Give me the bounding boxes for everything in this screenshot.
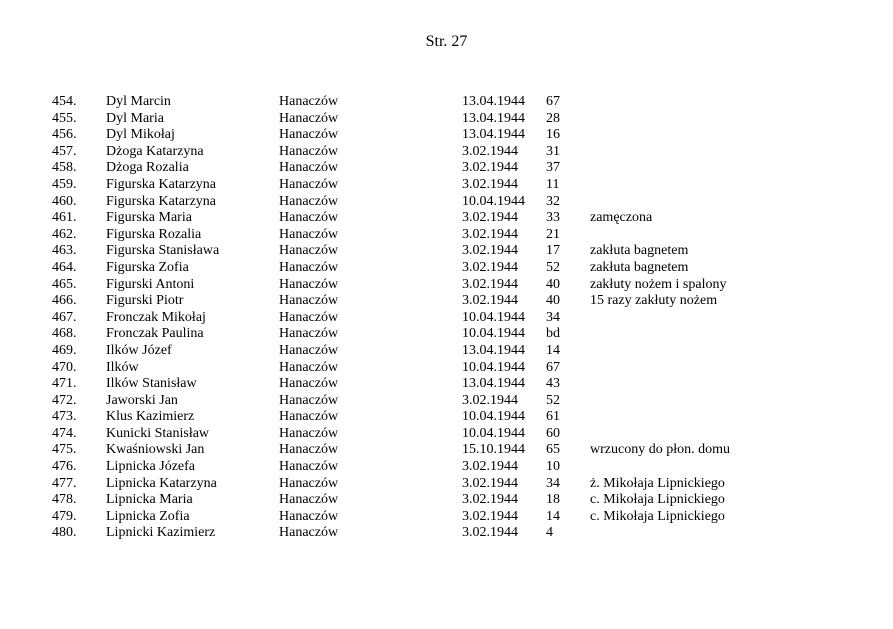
note: c. Mikołaja Lipnickiego <box>590 492 725 508</box>
record-number: 474. <box>52 425 77 441</box>
table-row <box>52 326 872 343</box>
record-number: 461. <box>52 210 77 226</box>
person-name: Fronczak Paulina <box>106 326 204 342</box>
person-name: Jaworski Jan <box>106 392 178 408</box>
note: zamęczona <box>590 210 653 226</box>
place-name: Hanaczów <box>279 276 339 292</box>
place-name: Hanaczów <box>279 475 339 491</box>
age: 10 <box>546 459 560 475</box>
record-number: 459. <box>52 176 77 192</box>
place-name: Hanaczów <box>279 143 339 159</box>
note: ż. Mikołaja Lipnickiego <box>590 475 725 491</box>
age: 32 <box>546 193 560 209</box>
death-date: 13.04.1944 <box>462 127 525 143</box>
age: 40 <box>546 276 560 292</box>
table-row <box>52 111 872 128</box>
person-name: Ilków Stanisław <box>106 376 197 392</box>
death-date: 3.02.1944 <box>462 210 518 226</box>
age: 21 <box>546 226 560 242</box>
record-number: 476. <box>52 459 77 475</box>
death-date: 3.02.1944 <box>462 276 518 292</box>
note: zakłuta bagnetem <box>590 243 689 259</box>
age: 14 <box>546 508 560 524</box>
death-date: 15.10.1944 <box>462 442 525 458</box>
table-row <box>52 310 872 327</box>
place-name: Hanaczów <box>279 492 339 508</box>
death-date: 3.02.1944 <box>462 459 518 475</box>
place-name: Hanaczów <box>279 508 339 524</box>
person-name: Klus Kazimierz <box>106 409 195 425</box>
death-date: 13.04.1944 <box>462 94 525 109</box>
table-row <box>52 277 872 294</box>
person-name: Dyl Marcin <box>106 94 171 109</box>
death-date: 10.04.1944 <box>462 425 525 441</box>
person-name: Dyl Maria <box>106 110 164 126</box>
place-name: Hanaczów <box>279 342 339 358</box>
person-name: Lipnicka Zofia <box>106 508 190 524</box>
place-name: Hanaczów <box>279 309 339 325</box>
death-date: 13.04.1944 <box>462 110 525 126</box>
record-number: 455. <box>52 110 77 126</box>
note: c. Mikołaja Lipnickiego <box>590 508 725 524</box>
record-number: 468. <box>52 326 77 342</box>
records-table <box>52 94 872 542</box>
person-name: Figurska Zofia <box>106 259 189 275</box>
record-number: 463. <box>52 243 77 259</box>
age: 52 <box>546 392 560 408</box>
person-name: Dżoga Rozalia <box>106 160 189 176</box>
table-row <box>52 127 872 144</box>
death-date: 10.04.1944 <box>462 326 525 342</box>
place-name: Hanaczów <box>279 376 339 392</box>
age: 17 <box>546 243 560 259</box>
death-date: 3.02.1944 <box>462 525 518 541</box>
place-name: Hanaczów <box>279 110 339 126</box>
age: 16 <box>546 127 560 143</box>
person-name: Figurska Stanisława <box>106 243 220 259</box>
age: 61 <box>546 409 560 425</box>
page-title: Str. 27 <box>425 33 468 50</box>
death-date: 10.04.1944 <box>462 309 525 325</box>
record-number: 464. <box>52 259 77 275</box>
age: 67 <box>546 94 560 109</box>
table-row <box>52 160 872 177</box>
death-date: 3.02.1944 <box>462 176 518 192</box>
age: 31 <box>546 143 560 159</box>
person-name: Kunicki Stanisław <box>106 425 210 441</box>
place-name: Hanaczów <box>279 226 339 242</box>
place-name: Hanaczów <box>279 210 339 226</box>
death-date: 3.02.1944 <box>462 293 518 309</box>
death-date: 10.04.1944 <box>462 359 525 375</box>
record-number: 479. <box>52 508 77 524</box>
note: zakłuty nożem i spalony <box>590 276 727 292</box>
place-name: Hanaczów <box>279 193 339 209</box>
person-name: Kwaśniowski Jan <box>106 442 205 458</box>
record-number: 480. <box>52 525 77 541</box>
place-name: Hanaczów <box>279 392 339 408</box>
record-number: 471. <box>52 376 77 392</box>
place-name: Hanaczów <box>279 425 339 441</box>
person-name: Figurski Piotr <box>106 293 184 309</box>
record-number: 458. <box>52 160 77 176</box>
age: bd <box>546 326 560 342</box>
death-date: 3.02.1944 <box>462 143 518 159</box>
death-date: 3.02.1944 <box>462 475 518 491</box>
record-number: 473. <box>52 409 77 425</box>
table-row <box>52 376 872 393</box>
death-date: 3.02.1944 <box>462 226 518 242</box>
place-name: Hanaczów <box>279 160 339 176</box>
age: 34 <box>546 309 560 325</box>
table-row <box>52 393 872 410</box>
death-date: 3.02.1944 <box>462 392 518 408</box>
age: 34 <box>546 475 560 491</box>
age: 40 <box>546 293 560 309</box>
person-name: Ilków Józef <box>106 342 172 358</box>
place-name: Hanaczów <box>279 243 339 259</box>
table-row <box>52 343 872 360</box>
death-date: 3.02.1944 <box>462 492 518 508</box>
record-number: 475. <box>52 442 77 458</box>
table-row <box>52 177 872 194</box>
death-date: 3.02.1944 <box>462 160 518 176</box>
place-name: Hanaczów <box>279 176 339 192</box>
table-row <box>52 492 872 509</box>
death-date: 3.02.1944 <box>462 508 518 524</box>
age: 4 <box>546 525 553 541</box>
place-name: Hanaczów <box>279 409 339 425</box>
age: 60 <box>546 425 560 441</box>
note: 15 razy zakłuty nożem <box>590 293 718 309</box>
place-name: Hanaczów <box>279 94 339 109</box>
table-row <box>52 194 872 211</box>
age: 33 <box>546 210 560 226</box>
age: 11 <box>546 176 560 192</box>
place-name: Hanaczów <box>279 259 339 275</box>
person-name: Dżoga Katarzyna <box>106 143 204 159</box>
table-row <box>52 459 872 476</box>
age: 14 <box>546 342 560 358</box>
record-number: 465. <box>52 276 77 292</box>
person-name: Fronczak Mikołaj <box>106 309 206 325</box>
place-name: Hanaczów <box>279 127 339 143</box>
person-name: Figurski Antoni <box>106 276 195 292</box>
person-name: Lipnicki Kazimierz <box>106 525 216 541</box>
death-date: 10.04.1944 <box>462 409 525 425</box>
table-row <box>52 94 872 111</box>
table-row <box>52 227 872 244</box>
note: zakłuta bagnetem <box>590 259 689 275</box>
place-name: Hanaczów <box>279 293 339 309</box>
person-name: Lipnicka Maria <box>106 492 193 508</box>
place-name: Hanaczów <box>279 359 339 375</box>
age: 67 <box>546 359 560 375</box>
age: 28 <box>546 110 560 126</box>
place-name: Hanaczów <box>279 442 339 458</box>
record-number: 462. <box>52 226 77 242</box>
record-number: 472. <box>52 392 77 408</box>
table-row <box>52 293 872 310</box>
record-number: 460. <box>52 193 77 209</box>
table-row <box>52 243 872 260</box>
person-name: Figurska Katarzyna <box>106 176 217 192</box>
person-name: Lipnicka Katarzyna <box>106 475 217 491</box>
place-name: Hanaczów <box>279 459 339 475</box>
death-date: 3.02.1944 <box>462 243 518 259</box>
table-row <box>52 426 872 443</box>
table-row <box>52 210 872 227</box>
table-row <box>52 360 872 377</box>
record-number: 478. <box>52 492 77 508</box>
age: 43 <box>546 376 560 392</box>
age: 52 <box>546 259 560 275</box>
record-number: 466. <box>52 293 77 309</box>
note: wrzucony do płon. domu <box>590 442 730 458</box>
age: 18 <box>546 492 560 508</box>
record-number: 454. <box>52 94 77 109</box>
table-row <box>52 442 872 459</box>
table-row <box>52 260 872 277</box>
person-name: Ilków <box>106 359 139 375</box>
person-name: Dyl Mikołaj <box>106 127 175 143</box>
person-name: Figurska Rozalia <box>106 226 202 242</box>
person-name: Figurska Katarzyna <box>106 193 217 209</box>
table-row <box>52 144 872 161</box>
record-number: 477. <box>52 475 77 491</box>
place-name: Hanaczów <box>279 326 339 342</box>
age: 37 <box>546 160 560 176</box>
person-name: Lipnicka Józefa <box>106 459 196 475</box>
record-number: 467. <box>52 309 77 325</box>
table-row <box>52 509 872 526</box>
death-date: 3.02.1944 <box>462 259 518 275</box>
age: 65 <box>546 442 560 458</box>
death-date: 10.04.1944 <box>462 193 525 209</box>
person-name: Figurska Maria <box>106 210 192 226</box>
table-row <box>52 409 872 426</box>
record-number: 470. <box>52 359 77 375</box>
place-name: Hanaczów <box>279 525 339 541</box>
table-row <box>52 476 872 493</box>
record-number: 456. <box>52 127 77 143</box>
record-number: 457. <box>52 143 77 159</box>
table-row <box>52 525 872 542</box>
death-date: 13.04.1944 <box>462 376 525 392</box>
death-date: 13.04.1944 <box>462 342 525 358</box>
record-number: 469. <box>52 342 77 358</box>
